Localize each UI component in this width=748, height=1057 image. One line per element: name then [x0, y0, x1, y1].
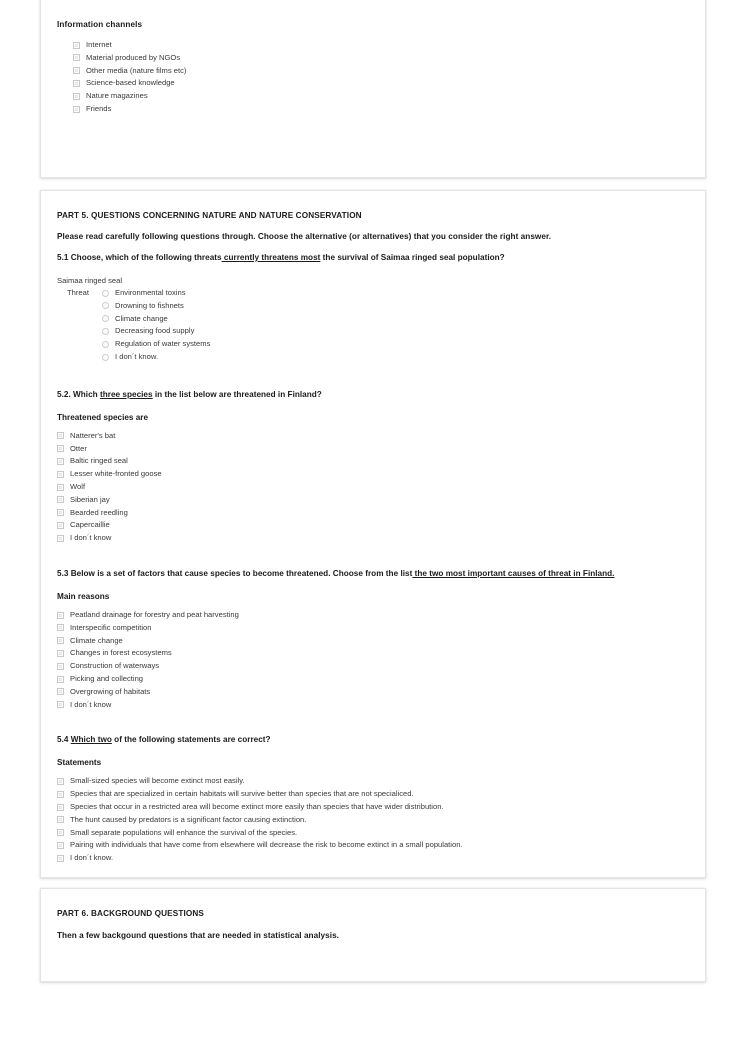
checkbox-icon[interactable] [57, 663, 64, 670]
question-5-1-group-label: Saimaa ringed seal [57, 276, 123, 285]
question-5-2-sub-heading: Threatened species are [57, 412, 149, 422]
checkbox-icon[interactable] [57, 445, 64, 452]
checkbox-icon[interactable] [57, 842, 64, 849]
option-label: Baltic ringed seal [70, 456, 128, 466]
list-item[interactable] [57, 852, 689, 865]
part-5-title: PART 5. QUESTIONS CONCERNING NATURE AND NATURE CONSERVATION [57, 211, 362, 220]
list-item[interactable] [57, 635, 689, 648]
question-5-1-prefix: 5.1 Choose, which of the following threats [57, 253, 222, 262]
checkbox-icon[interactable] [57, 804, 64, 811]
checkbox-icon[interactable] [57, 816, 64, 823]
radio-icon[interactable] [102, 328, 109, 335]
list-item[interactable] [57, 494, 689, 507]
list-item[interactable] [57, 430, 689, 443]
list-item[interactable] [102, 287, 210, 300]
option-label: Climate change [70, 635, 123, 645]
checkbox-icon[interactable] [73, 42, 80, 49]
option-label: Pairing with individuals that have come from elsewhere will decrease the risk to become extinct in a small population. [70, 840, 463, 850]
radio-icon[interactable] [102, 302, 109, 309]
checkbox-icon[interactable] [73, 67, 80, 74]
question-5-4-prefix: 5.4 [57, 735, 71, 745]
question-5-2-heading [57, 390, 689, 399]
radio-icon[interactable] [102, 290, 109, 297]
list-item[interactable] [102, 300, 210, 313]
option-label: Wolf [70, 481, 86, 491]
checkbox-icon[interactable] [73, 106, 80, 113]
list-item[interactable] [73, 39, 689, 52]
checkbox-icon[interactable] [57, 650, 64, 657]
option-label: Drowning to fishnets [115, 300, 184, 310]
option-label: Material produced by NGOs [86, 52, 181, 62]
question-5-1-emphasis: currently threatens most [221, 253, 321, 262]
checkbox-icon[interactable] [57, 496, 64, 503]
option-label: Decreasing food supply [115, 326, 195, 336]
checkbox-icon[interactable] [57, 509, 64, 516]
checkbox-icon[interactable] [57, 535, 64, 542]
part-6-instructions: Then a few backgound questions that are needed in statistical analysis. [57, 931, 339, 940]
question-5-2-options [57, 430, 689, 545]
list-item[interactable] [73, 65, 689, 78]
list-item[interactable] [57, 814, 689, 827]
list-item[interactable] [57, 699, 689, 712]
option-label: Internet [86, 40, 112, 49]
option-label: I don´t know. [115, 351, 159, 361]
list-item[interactable] [57, 455, 689, 468]
card-part-6 [40, 888, 706, 982]
question-5-2-emphasis: three species [99, 389, 153, 399]
option-label: Picking and collecting [70, 673, 144, 683]
checkbox-icon[interactable] [57, 522, 64, 529]
question-5-2-prefix: 5.2. Which [57, 389, 100, 399]
card-information-channels [40, 0, 706, 178]
checkbox-icon[interactable] [57, 637, 64, 644]
checkbox-icon[interactable] [57, 612, 64, 619]
option-label: Friends [86, 103, 112, 113]
list-item[interactable] [57, 507, 689, 520]
option-label: Bearded reedling [70, 507, 128, 517]
list-item[interactable] [57, 839, 689, 852]
question-5-4-emphasis: Which two [70, 735, 112, 745]
question-5-1-options [102, 287, 210, 364]
list-item[interactable] [73, 90, 689, 103]
question-5-3-sub-heading: Main reasons [57, 591, 110, 601]
list-item[interactable] [102, 338, 210, 351]
list-item[interactable] [57, 443, 689, 456]
list-item[interactable] [57, 519, 689, 532]
question-5-3-options [57, 609, 689, 711]
question-5-1-heading [57, 253, 689, 262]
checkbox-icon[interactable] [57, 778, 64, 785]
question-5-4-heading [57, 735, 689, 744]
question-5-1-matrix [57, 287, 689, 364]
checkbox-icon[interactable] [57, 688, 64, 695]
question-5-4-options [57, 775, 689, 865]
list-item[interactable] [57, 686, 689, 699]
question-5-3-emphasis: the two most important causes of threat in Finland. [412, 568, 615, 578]
option-label: Regulation of water systems [115, 339, 211, 349]
checkbox-icon[interactable] [73, 93, 80, 100]
option-label: Lesser white-fronted goose [70, 469, 162, 479]
checkbox-icon[interactable] [73, 54, 80, 61]
list-item[interactable] [57, 801, 689, 814]
checkbox-icon[interactable] [57, 829, 64, 836]
information-channels-heading: Information channels [57, 20, 143, 29]
information-channels-options [73, 39, 689, 116]
radio-icon[interactable] [102, 341, 109, 348]
list-item[interactable] [73, 77, 689, 90]
list-item[interactable] [57, 609, 689, 622]
checkbox-icon[interactable] [57, 458, 64, 465]
option-label: Interspecific competition [70, 622, 152, 632]
checkbox-icon[interactable] [57, 432, 64, 439]
question-5-1-suffix: the survival of Saimaa ringed seal population? [320, 253, 505, 262]
option-label: Science-based knowledge [86, 78, 175, 88]
list-item[interactable] [102, 313, 210, 326]
option-label: Small separate populations will enhance the survival of the species. [70, 827, 298, 837]
option-label: Construction of waterways [70, 661, 160, 671]
radio-icon[interactable] [102, 315, 109, 322]
option-label: Species that are specialized in certain habitats will survive better than species that are not specialiced. [70, 789, 414, 799]
part-6-title: PART 6. BACKGROUND QUESTIONS [57, 909, 204, 918]
radio-icon[interactable] [102, 354, 109, 361]
list-item[interactable] [57, 673, 689, 686]
option-label: I don´t know. [70, 853, 114, 863]
question-5-1-row-label: Threat [67, 288, 89, 297]
question-5-4-suffix: of the following statements are correct? [111, 735, 271, 745]
checkbox-icon[interactable] [57, 471, 64, 478]
checkbox-icon[interactable] [57, 676, 64, 683]
option-label: Nature magazines [86, 91, 148, 101]
option-label: Small-sized species will become extinct most easily. [70, 776, 245, 786]
question-5-2-suffix: in the list below are threatened in Finland? [152, 389, 322, 399]
list-item[interactable] [57, 827, 689, 840]
option-label: The hunt caused by predators is a significant factor causing extinction. [70, 814, 307, 824]
option-label: I don´t know [70, 533, 112, 543]
checkbox-icon[interactable] [73, 80, 80, 87]
list-item[interactable] [57, 532, 689, 545]
list-item[interactable] [57, 788, 689, 801]
checkbox-icon[interactable] [57, 791, 64, 798]
option-label: Capercaillie [70, 520, 110, 530]
checkbox-icon[interactable] [57, 484, 64, 491]
option-label: Other media (nature films etc) [86, 65, 187, 75]
list-item[interactable] [73, 103, 689, 116]
question-5-3-heading [57, 569, 689, 578]
question-5-4-sub-heading: Statements [57, 758, 102, 768]
option-label: Overgrowing of habitats [70, 686, 151, 696]
option-label: Climate change [115, 313, 168, 323]
checkbox-icon[interactable] [57, 855, 64, 862]
list-item[interactable] [57, 622, 689, 635]
checkbox-icon[interactable] [57, 701, 64, 708]
option-label: Changes in forest ecosystems [70, 648, 172, 658]
list-item[interactable] [102, 325, 210, 338]
list-item[interactable] [57, 660, 689, 673]
list-item[interactable] [102, 351, 210, 364]
list-item[interactable] [73, 52, 689, 65]
checkbox-icon[interactable] [57, 624, 64, 631]
option-label: Otter [70, 443, 87, 453]
option-label: I don´t know [70, 699, 112, 709]
option-label: Peatland drainage for forestry and peat harvesting [70, 609, 239, 619]
question-5-3-prefix: 5.3 Below is a set of factors that cause species to become threatened. Choose from the list [57, 568, 413, 578]
list-item[interactable] [57, 481, 689, 494]
part-5-instructions: Please read carefully following questions through. Choose the alternative (or alternatives) that you consider the right answer. [57, 232, 552, 241]
list-item[interactable] [57, 775, 689, 788]
card-part-5 [40, 190, 706, 878]
list-item[interactable] [57, 647, 689, 660]
option-label: Species that occur in a restricted area will become extinct more easily than species that have wider distribution. [70, 801, 444, 811]
list-item[interactable] [57, 468, 689, 481]
option-label: Environmental toxins [115, 288, 186, 297]
option-label: Siberian jay [70, 494, 110, 504]
option-label: Natterer's bat [70, 430, 116, 440]
